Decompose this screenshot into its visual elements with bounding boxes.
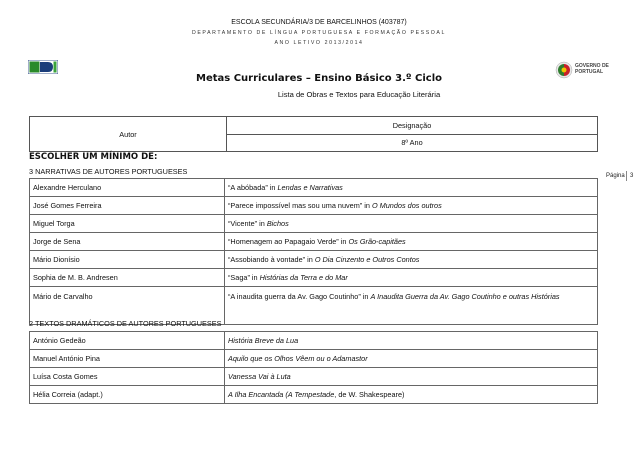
work-text: “Homenagem ao Papagaio Verde” in bbox=[228, 237, 349, 246]
author-cell: Jorge de Sena bbox=[30, 233, 225, 251]
work-title: História Breve da Lua bbox=[228, 336, 299, 345]
author-cell: António Gedeão bbox=[30, 332, 225, 350]
work-text: “Parece impossível mas sou uma nuvem” in bbox=[228, 201, 372, 210]
school-year: ANO LETIVO 2013/2014 bbox=[274, 40, 364, 46]
author-column-header: Autor bbox=[30, 117, 227, 152]
work-text: “Assobiando à vontade” in bbox=[228, 255, 315, 264]
author-cell: Mário Dionísio bbox=[30, 251, 225, 269]
narratives-table bbox=[29, 178, 598, 325]
work-text: “Saga” in bbox=[228, 273, 260, 282]
work-cell bbox=[225, 269, 598, 287]
table-row bbox=[30, 251, 598, 269]
work-title: Os Grão-capitães bbox=[348, 237, 406, 246]
work-text: “A abóbada” in bbox=[228, 183, 278, 192]
table-row bbox=[30, 368, 598, 386]
work-title: O Dia Cinzento e Outros Contos bbox=[314, 255, 420, 264]
author-cell: Alexandre Herculano bbox=[30, 179, 225, 197]
work-cell bbox=[225, 350, 598, 368]
government-logo-text: GOVERNO DE PORTUGAL bbox=[575, 63, 609, 75]
work-title: O Mundos dos outros bbox=[371, 201, 442, 210]
work-title: Histórias da Terra e do Mar bbox=[259, 273, 348, 282]
table-row bbox=[30, 233, 598, 251]
grade-column-header: 8º Ano bbox=[227, 134, 598, 152]
work-cell bbox=[225, 179, 598, 197]
author-cell: Luísa Costa Gomes bbox=[30, 368, 225, 386]
page-number-value: 3 bbox=[630, 173, 634, 179]
work-title: A Ilha Encantada (A Tempestade bbox=[228, 390, 335, 399]
table-row bbox=[30, 269, 598, 287]
work-cell bbox=[225, 332, 598, 350]
work-text: , de W. Shakespeare) bbox=[334, 390, 405, 399]
work-cell bbox=[225, 215, 598, 233]
work-title: Vanessa Vai à Luta bbox=[228, 372, 291, 381]
table-row bbox=[30, 332, 598, 350]
school-name: ESCOLA SECUNDÁRIA/3 DE BARCELINHOS (403787) bbox=[231, 19, 407, 26]
page-number-divider bbox=[626, 171, 627, 181]
document-subtitle: Lista de Obras e Textos para Educação Literária bbox=[277, 90, 441, 99]
school-logo bbox=[28, 60, 58, 74]
work-title: Bichos bbox=[266, 219, 289, 228]
table-row bbox=[30, 215, 598, 233]
document-title: Metas Curriculares – Ensino Básico 3.º Ciclo bbox=[196, 73, 442, 84]
work-title: A Inaudita Guerra da Av. Gago Coutinho e outras Histórias bbox=[370, 292, 560, 301]
work-cell bbox=[225, 368, 598, 386]
designation-column-header: Designação bbox=[227, 117, 598, 135]
table-row bbox=[30, 197, 598, 215]
author-cell: Miguel Torga bbox=[30, 215, 225, 233]
author-cell: Manuel António Pina bbox=[30, 350, 225, 368]
dramatic-texts-table bbox=[29, 331, 598, 404]
work-title: Aquilo que os Olhos Vêem ou o Adamastor bbox=[228, 354, 368, 363]
dramatic-caption: 2 TEXTOS DRAMÁTICOS DE AUTORES PORTUGUESES bbox=[29, 319, 222, 328]
author-cell: José Gomes Ferreira bbox=[30, 197, 225, 215]
table-row bbox=[30, 386, 598, 404]
author-cell: Hélia Correia (adapt.) bbox=[30, 386, 225, 404]
table-row bbox=[30, 179, 598, 197]
author-cell: Sophia de M. B. Andresen bbox=[30, 269, 225, 287]
work-cell bbox=[225, 197, 598, 215]
work-cell bbox=[225, 386, 598, 404]
work-cell bbox=[225, 287, 598, 325]
author-cell: Mário de Carvalho bbox=[30, 287, 225, 325]
work-cell bbox=[225, 233, 598, 251]
department-name: DEPARTAMENTO DE LÍNGUA PORTUGUESA E FORMAÇÃO PESSOAL bbox=[192, 30, 446, 36]
work-title: Lendas e Narrativas bbox=[277, 183, 343, 192]
page-label: Página bbox=[606, 173, 625, 179]
work-text: “Vicente” in bbox=[228, 219, 267, 228]
work-cell bbox=[225, 251, 598, 269]
page-number bbox=[606, 173, 625, 179]
narratives-caption: 3 NARRATIVAS DE AUTORES PORTUGUESES bbox=[29, 167, 188, 176]
work-text: “A inaudita guerra da Av. Gago Coutinho” in bbox=[228, 292, 371, 301]
column-header-table bbox=[29, 116, 598, 152]
table-row bbox=[30, 350, 598, 368]
section-title: ESCOLHER UM MÍNIMO DE: bbox=[29, 152, 158, 162]
